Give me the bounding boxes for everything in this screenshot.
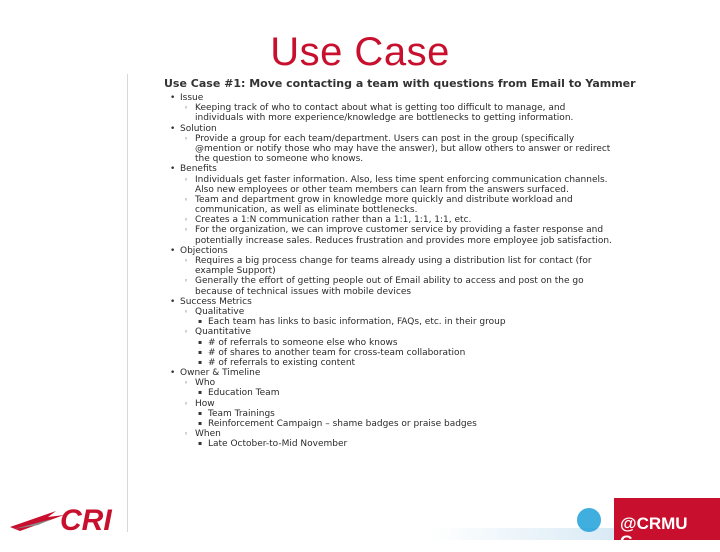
outline-line	[128, 368, 615, 378]
bullet-icon: ◦	[184, 226, 189, 235]
bullet-icon: •	[170, 164, 176, 175]
bullet-icon: •	[170, 296, 176, 307]
outline-line	[128, 297, 615, 307]
outline-text: Qualitative	[195, 306, 245, 317]
outline-line	[128, 266, 615, 276]
bullet-icon: ▪	[198, 409, 203, 417]
outline-line	[128, 348, 615, 358]
bullet-icon: ▪	[198, 389, 203, 397]
decorative-circle-icon	[577, 508, 601, 532]
bullet-icon: ◦	[184, 328, 189, 337]
outline-text: Objections	[180, 245, 228, 256]
outline-line	[128, 429, 615, 439]
outline-text: Reinforcement Campaign – shame badges or praise badges	[208, 419, 477, 429]
outline-text: # of shares to another team for cross-team collaboration	[208, 347, 466, 358]
outline-line	[128, 185, 615, 195]
outline-line	[128, 236, 615, 246]
bullet-icon: •	[170, 245, 176, 256]
outline-line	[128, 175, 615, 185]
bullet-icon: •	[170, 93, 176, 103]
outline-line	[128, 134, 615, 144]
outline-line	[128, 399, 615, 409]
outline-line	[128, 276, 615, 286]
outline-line	[128, 419, 615, 429]
outline-text: # of referrals to existing content	[208, 357, 356, 368]
outline-text: Benefits	[180, 164, 217, 175]
outline-text: Keeping track of who to contact about what is getting too difficult to manage, and	[195, 103, 566, 114]
outline-line	[128, 225, 615, 235]
outline-line	[128, 195, 615, 205]
outline-text: Team Trainings	[208, 408, 275, 419]
outline-line	[128, 317, 615, 327]
outline-text: Success Metrics	[180, 296, 252, 307]
outline-line	[128, 388, 615, 398]
outline-line	[128, 358, 615, 368]
outline-text: When	[195, 429, 221, 440]
outline-text: example Support)	[195, 266, 276, 277]
bullet-icon: •	[170, 123, 176, 134]
bullet-icon: ▪	[198, 338, 203, 346]
outline-text: Individuals get faster information. Also, less time spent enforcing communication channels.	[195, 174, 608, 185]
outline-text: Quantitative	[195, 327, 251, 338]
document-heading: Use Case #1: Move contacting a team with questions from Email to Yammer	[164, 77, 636, 90]
bullet-icon: ◦	[184, 430, 189, 439]
outline-line	[128, 439, 615, 449]
bullet-icon: ◦	[184, 195, 189, 204]
outline-line	[128, 164, 615, 174]
bullet-icon: •	[170, 368, 176, 379]
outline-text: individuals with more experience/knowledge are bottlenecks to getting information.	[195, 113, 574, 124]
outline-text: For the organization, we can improve customer service by providing a faster response and	[195, 225, 604, 236]
outline-text: Solution	[180, 123, 217, 134]
outline-line	[128, 205, 615, 215]
outline-text: How	[195, 398, 215, 409]
outline-line	[128, 287, 615, 297]
outline-text: potentially increase sales. Reduces frustration and provides more employee job satisfaction.	[195, 235, 612, 246]
bullet-icon: ◦	[184, 175, 189, 184]
outline-text: the question to someone who knows.	[195, 154, 364, 165]
crm-logo-text: CRI	[60, 504, 112, 537]
outline-line	[128, 103, 615, 113]
twitter-handle-overflow: G	[620, 532, 634, 551]
outline-text: Late October-to-Mid November	[208, 439, 348, 450]
outline-line	[128, 246, 615, 256]
outline-text: Owner & Timeline	[180, 368, 261, 379]
bullet-icon: ◦	[184, 379, 189, 388]
outline-text: # of referrals to someone else who knows	[208, 337, 398, 348]
outline-line	[128, 113, 615, 123]
bullet-icon: ◦	[184, 307, 189, 316]
document-outline	[128, 93, 615, 450]
outline-line	[128, 256, 615, 266]
outline-text: Team and department grow in knowledge more quickly and distribute workload and	[195, 194, 573, 205]
outline-line	[128, 154, 615, 164]
bullet-icon: ▪	[198, 348, 203, 356]
outline-line	[128, 215, 615, 225]
outline-line	[128, 378, 615, 388]
outline-line	[128, 307, 615, 317]
bullet-icon: ◦	[184, 277, 189, 286]
bullet-icon: ◦	[184, 134, 189, 143]
outline-text: @mention or notify those who may have the answer), but allow others to answer or redirect	[195, 143, 611, 154]
bullet-icon: ◦	[184, 104, 189, 113]
outline-text: communication, as well as eliminate bottlenecks.	[195, 205, 418, 216]
outline-text: Generally the effort of getting people out of Email ability to access and post on the go	[195, 276, 584, 287]
outline-line	[128, 338, 615, 348]
document-screenshot	[127, 74, 636, 532]
bullet-icon: ◦	[184, 257, 189, 265]
outline-line	[128, 93, 615, 103]
slide-title: Use Case	[270, 30, 450, 74]
outline-text: Education Team	[208, 388, 280, 399]
outline-text: Each team has links to basic information, FAQs, etc. in their group	[208, 317, 506, 328]
outline-text: Provide a group for each team/department. Users can post in the group (specifically	[195, 133, 575, 144]
outline-line	[128, 327, 615, 337]
bullet-icon: ▪	[198, 440, 203, 448]
bullet-icon: ◦	[184, 399, 189, 408]
outline-text: Issue	[180, 93, 204, 103]
outline-text: Who	[195, 378, 216, 389]
outline-line	[128, 409, 615, 419]
outline-text: because of technical issues with mobile devices	[195, 286, 412, 297]
bullet-icon: ◦	[184, 216, 189, 225]
bullet-icon: ▪	[198, 318, 203, 326]
outline-line	[128, 124, 615, 134]
outline-text: Requires a big process change for teams already using a distribution list for contact (for	[195, 256, 592, 266]
outline-text: Also new employees or other team members can learn from the answers surfaced.	[195, 184, 569, 195]
outline-line	[128, 144, 615, 154]
twitter-handle: @CRMU	[620, 514, 688, 533]
bullet-icon: ▪	[198, 420, 203, 427]
outline-text: Creates a 1:N communication rather than a 1:1, 1:1, 1:1, etc.	[195, 215, 472, 226]
bullet-icon: ▪	[198, 358, 203, 366]
